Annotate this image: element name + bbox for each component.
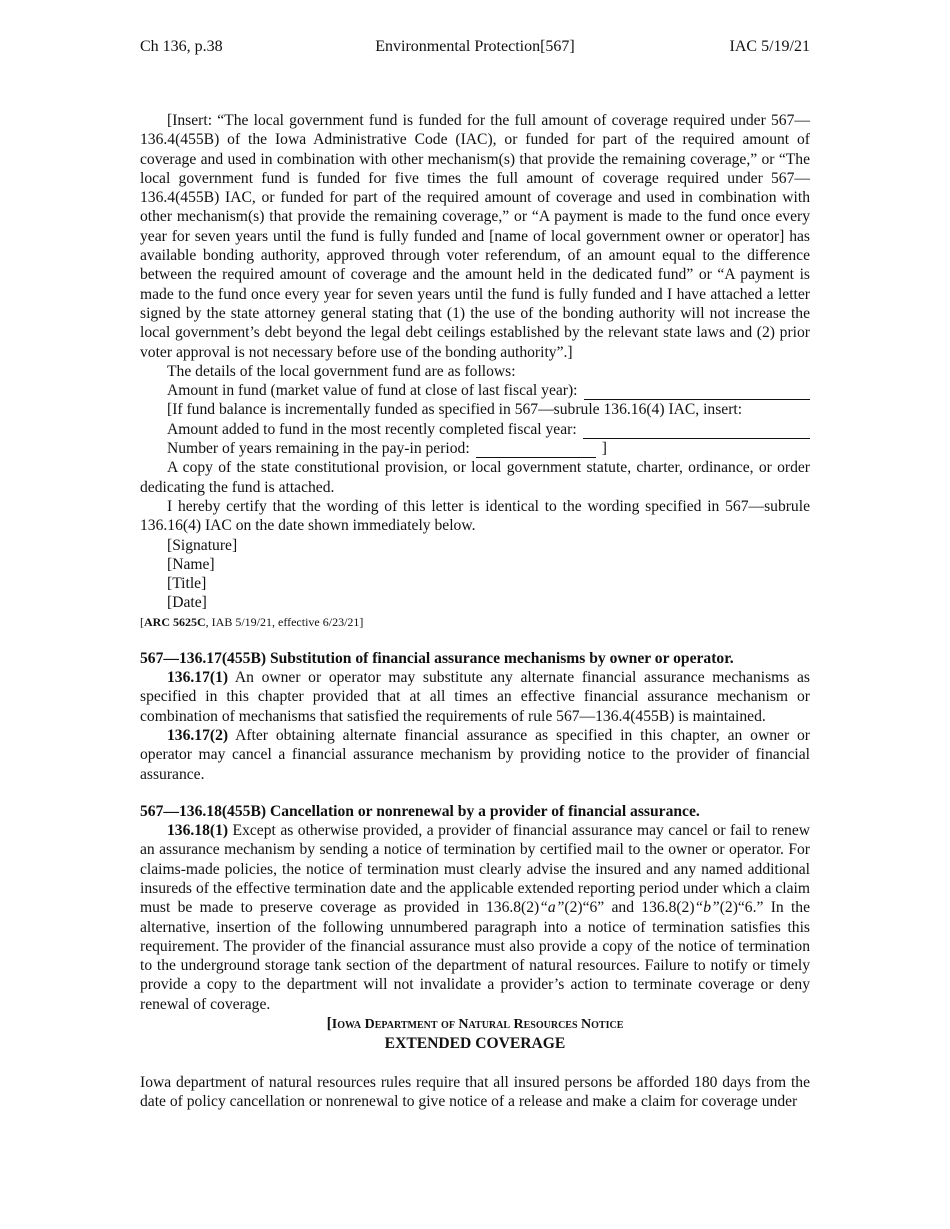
spacer xyxy=(140,1054,810,1073)
rule-136-18-1 xyxy=(140,821,810,1014)
notice-subtitle: EXTENDED COVERAGE xyxy=(384,1035,566,1053)
arc-link[interactable]: ARC 5625C xyxy=(144,614,206,629)
amount-added-label: Amount added to fund in the most recently completed fiscal year: xyxy=(167,420,577,438)
header-title: Environmental Protection[567] xyxy=(375,38,575,55)
subrule-136-18-1-text-c: (2)“6.” In the alternative, insertion of the following unnumbered paragraph into a notice of termination satisfies this requirement. The provider of the financial assurance must also provide a copy of the notice of termination to the underground storage tank section of the department of natural resources. Failure to notify or timely provide a copy to the department will not invalidate a provider’s action to terminate coverage or deny renewal of coverage. xyxy=(140,899,810,1013)
history-note xyxy=(140,614,810,631)
rule-136-17-heading: 567—136.17(455B) Substitution of financial assurance mechanisms by owner or operator. xyxy=(140,649,734,667)
page-header xyxy=(140,38,810,62)
document-body xyxy=(140,111,810,1111)
years-remaining-row xyxy=(140,439,810,458)
notice-bracket: [ xyxy=(326,1015,332,1033)
subrule-136-17-1-text: An owner or operator may substitute any alternate financial assurance mechanisms as specified in this chapter provided that at all times an effective financial assurance mechanism or combination of mechanisms that satisfied the requirements of rule 567—136.4(455B) is maintained. xyxy=(140,669,810,725)
amount-added-row xyxy=(140,420,810,439)
subrule-136-17-1-num: 136.17(1) xyxy=(167,669,229,687)
years-remaining-close: ] xyxy=(601,440,607,458)
title-line: [Title] xyxy=(167,575,207,593)
notice-text: Iowa department of natural resources rules require that all insured persons be afforded 180 days from the date of policy cancellation or nonrenewal to give notice of a release and make a claim for coverage under xyxy=(140,1073,810,1110)
signature-line: [Signature] xyxy=(167,536,238,554)
certify-statement: I hereby certify that the wording of this letter is identical to the wording specified in 567—subrule 136.16(4) IAC on the date shown immediately below. xyxy=(140,497,810,535)
paragraph-a-ref: “a” xyxy=(539,899,565,917)
header-date: IAC 5/19/21 xyxy=(729,38,810,55)
history-open: [ xyxy=(140,614,144,629)
paragraph-b-ref: “b” xyxy=(694,899,720,917)
rule-136-17-2 xyxy=(140,726,810,784)
history-rest: , IAB 5/19/21, effective 6/23/21] xyxy=(205,614,364,629)
amount-in-fund-blank[interactable] xyxy=(584,385,810,400)
subrule-136-17-2-num: 136.17(2) xyxy=(167,726,229,744)
amount-in-fund-label: Amount in fund (market value of fund at close of last fiscal year): xyxy=(167,382,578,400)
notice-title-text: Iowa Department of Natural Resources Notice xyxy=(331,1017,624,1033)
if-fund-balance: [If fund balance is incrementally funded as specified in 567—subrule 136.16(4) IAC, insert: xyxy=(167,401,743,419)
years-remaining-blank[interactable] xyxy=(476,443,596,458)
amount-added-blank[interactable] xyxy=(583,424,810,439)
insert-paragraph: [Insert: “The local government fund is funded for the full amount of coverage required under 567—136.4(455B) of the Iowa Administrative Code (IAC), or funded for part of the required amount of coverage and used in combination with other mechanism(s) that provide the remaining coverage,” or “The local government fund is funded for five times the full amount of coverage required under 567—136.4(455B) IAC, or funded for part of the required amount of coverage and used in combination with other mechanism(s) that provide the remaining coverage,” or “A payment is made to the fund once every year for seven years until the fund is fully funded and [name of local government owner or operator] has available bonding authority, approved through voter referendum, of an amount equal to the difference between the required amount of coverage and the amount held in the dedicated fund” or “A payment is made to the fund once every year for seven years until the fund is fully funded and I have attached a letter signed by the state attorney general stating that (1) the use of the bonding authority will not increase the local government’s debt beyond the legal debt ceilings established by the relevant state laws and (2) prior voter approval is not necessary before use of the bonding authority”.] xyxy=(140,112,810,361)
header-chapter: Ch 136, p.38 xyxy=(140,38,223,55)
years-remaining-label: Number of years remaining in the pay-in period: xyxy=(167,440,470,458)
copy-statement: A copy of the state constitutional provision, or local government statute, charter, ordinance, or order dedicating the fund is attached. xyxy=(140,459,810,496)
notice-title xyxy=(140,1014,810,1034)
subrule-136-18-1-num: 136.18(1) xyxy=(167,822,229,840)
name-line: [Name] xyxy=(167,555,215,573)
subrule-136-18-1-text-b: (2)“6” and 136.8(2) xyxy=(564,899,695,917)
subrule-136-17-2-text: After obtaining alternate financial assurance as specified in this chapter, an owner or operator may cancel a financial assurance mechanism by providing notice to the provider of financial assurance. xyxy=(140,726,810,783)
details-intro: The details of the local government fund are as follows: xyxy=(167,362,516,380)
rule-136-18-heading: 567—136.18(455B) Cancellation or nonrenewal by a provider of financial assurance. xyxy=(140,802,700,820)
amount-in-fund-row xyxy=(140,381,810,400)
date-line: [Date] xyxy=(167,594,207,612)
subrule-136-18-1-text-a: Except as otherwise provided, a provider of financial assurance may cancel or fail to renew an assurance mechanism by sending a notice of termination by certified mail to the owner or operator. For claims-made policies, the notice of termination must clearly advise the insured and any named additional insureds of the effective termination date and the applicable extended reporting period under which a claim must be made to preserve coverage as provided in 136.8(2) xyxy=(140,822,810,917)
rule-136-17-1 xyxy=(140,668,810,726)
